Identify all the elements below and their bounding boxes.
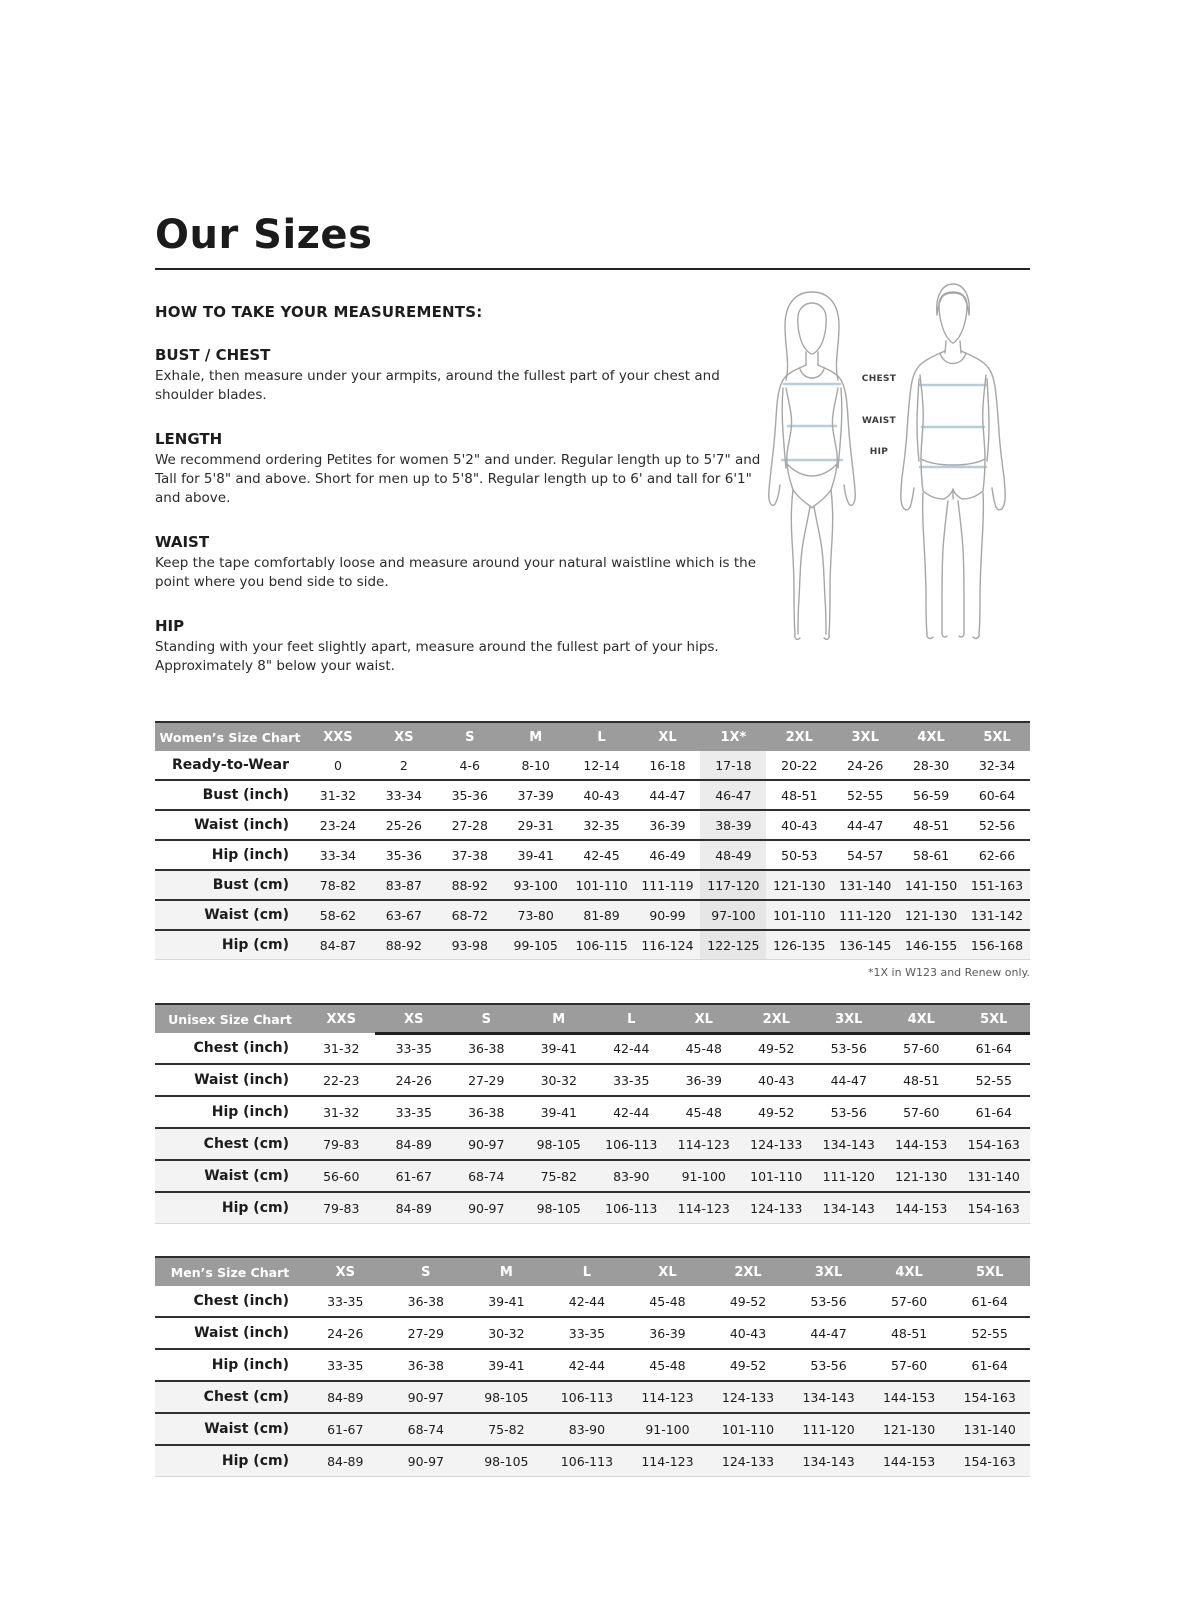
unisex-header-underline	[375, 1032, 1030, 1035]
column-header: 3XL	[788, 1257, 869, 1286]
size-cell: 40-43	[766, 810, 832, 840]
table-row	[155, 840, 1030, 870]
size-cell: 57-60	[869, 1349, 950, 1381]
size-cell: 106-113	[547, 1381, 628, 1413]
size-cell: 40-43	[708, 1317, 789, 1349]
row-label: Waist (cm)	[155, 1413, 305, 1445]
section-body: Exhale, then measure under your armpits, around the fullest part of your chest and shoulder blades.	[155, 368, 720, 403]
size-cell: 52-55	[832, 780, 898, 810]
size-cell: 98-105	[466, 1381, 547, 1413]
size-cell: 24-26	[305, 1317, 386, 1349]
column-header: 1X*	[700, 722, 766, 751]
size-cell: 154-163	[949, 1381, 1030, 1413]
table-row	[155, 1349, 1030, 1381]
title-divider	[155, 268, 1030, 270]
size-cell: 98-105	[466, 1445, 547, 1477]
mens-size-chart	[155, 1256, 1030, 1477]
size-cell: 8-10	[521, 757, 550, 773]
size-cell: 90-99	[635, 900, 701, 930]
size-cell: 97-100	[700, 900, 766, 930]
how-to-heading: HOW TO TAKE YOUR MEASUREMENTS:	[155, 303, 483, 321]
hip-label: HIP	[869, 447, 889, 457]
size-cell: 84-89	[378, 1128, 451, 1160]
size-cell: 63-67	[371, 900, 437, 930]
size-cell: 99-105	[503, 930, 569, 960]
size-cell: 61-64	[975, 1040, 1012, 1056]
table-row	[155, 1160, 1030, 1192]
table-title: Men’s Size Chart	[155, 1257, 305, 1286]
size-cell: 53-56	[788, 1349, 869, 1381]
column-header: XL	[627, 1257, 708, 1286]
row-label: Chest (cm)	[155, 1381, 305, 1413]
section-heading: WAIST	[155, 533, 210, 551]
size-cell: 141-150	[898, 870, 964, 900]
size-cell: 75-82	[466, 1413, 547, 1445]
size-cell: 83-90	[595, 1160, 668, 1192]
size-cell: 88-92	[437, 870, 503, 900]
section-body: Keep the tape comfortably loose and measure around your natural waistline which is the point where you bend side to side.	[155, 555, 756, 590]
size-cell: 106-115	[569, 930, 635, 960]
section-heading: HIP	[155, 617, 185, 635]
size-cell: 52-55	[949, 1317, 1030, 1349]
size-cell: 33-34	[305, 840, 371, 870]
size-cell: 88-92	[371, 930, 437, 960]
row-label: Ready-to-Wear	[172, 757, 289, 773]
unisex-size-chart	[155, 1003, 1030, 1224]
size-cell: 2	[399, 757, 408, 773]
table-row	[155, 1064, 1030, 1096]
size-cell: 31-32	[305, 1096, 378, 1128]
row-label: Waist (inch)	[155, 810, 305, 840]
size-cell: 30-32	[523, 1064, 596, 1096]
size-cell: 44-47	[635, 780, 701, 810]
size-cell: 33-35	[547, 1317, 628, 1349]
size-cell: 68-74	[386, 1413, 467, 1445]
row-label: Hip (cm)	[155, 930, 305, 960]
size-cell: 91-100	[668, 1160, 741, 1192]
womens-chart-footnote: *1X in W123 and Renew only.	[868, 966, 1030, 979]
size-cell: 49-52	[729, 1293, 767, 1309]
size-cell: 44-47	[788, 1317, 869, 1349]
size-cell: 134-143	[813, 1192, 886, 1224]
size-cell: 36-38	[450, 1096, 523, 1128]
size-cell: 154-163	[958, 1128, 1031, 1160]
row-label: Hip (inch)	[155, 840, 305, 870]
row-label: Hip (inch)	[155, 1096, 305, 1128]
size-cell: 30-32	[466, 1317, 547, 1349]
table-row	[155, 1192, 1030, 1224]
size-cell: 49-52	[758, 1040, 795, 1056]
page-content	[155, 0, 1030, 1477]
size-cell: 48-51	[898, 810, 964, 840]
size-cell: 56-59	[898, 780, 964, 810]
size-cell: 83-90	[547, 1413, 628, 1445]
size-cell: 61-67	[378, 1160, 451, 1192]
column-header: 2XL	[708, 1257, 789, 1286]
size-cell: 58-62	[305, 900, 371, 930]
size-cell: 101-110	[569, 870, 635, 900]
size-cell: 98-105	[523, 1192, 596, 1224]
size-cell: 29-31	[503, 810, 569, 840]
table-row	[155, 930, 1030, 960]
size-cell: 78-82	[305, 870, 371, 900]
table-row	[155, 1445, 1030, 1477]
size-cell: 35-36	[437, 780, 503, 810]
size-cell: 84-89	[305, 1381, 386, 1413]
section-heading: BUST / CHEST	[155, 346, 271, 364]
section-waist	[155, 533, 780, 592]
size-cell: 24-26	[847, 757, 884, 773]
size-cell: 154-163	[958, 1192, 1031, 1224]
table-row	[155, 1317, 1030, 1349]
size-cell: 126-135	[766, 930, 832, 960]
size-cell: 156-168	[964, 930, 1030, 960]
size-cell: 42-44	[595, 1096, 668, 1128]
size-cell: 90-97	[450, 1192, 523, 1224]
size-cell: 50-53	[766, 840, 832, 870]
size-cell: 121-130	[766, 870, 832, 900]
size-cell: 131-140	[958, 1160, 1031, 1192]
size-cell: 136-145	[832, 930, 898, 960]
size-cell: 60-64	[964, 780, 1030, 810]
size-cell: 144-153	[869, 1445, 950, 1477]
size-cell: 40-43	[740, 1064, 813, 1096]
size-cell: 57-60	[890, 1293, 928, 1309]
size-cell: 144-153	[885, 1192, 958, 1224]
column-header: S	[437, 722, 503, 751]
size-cell: 61-64	[958, 1096, 1031, 1128]
size-cell: 33-35	[595, 1064, 668, 1096]
table-title: Women’s Size Chart	[155, 722, 305, 751]
row-label: Hip (cm)	[155, 1445, 305, 1477]
table-row	[155, 751, 1030, 780]
size-cell: 61-64	[949, 1349, 1030, 1381]
size-cell: 39-41	[466, 1349, 547, 1381]
size-cell: 39-41	[540, 1040, 577, 1056]
size-cell: 42-44	[613, 1040, 650, 1056]
size-cell: 106-113	[547, 1445, 628, 1477]
row-label: Chest (cm)	[155, 1128, 305, 1160]
size-cell: 111-120	[788, 1413, 869, 1445]
column-header: 5XL	[949, 1257, 1030, 1286]
size-cell: 146-155	[898, 930, 964, 960]
size-cell: 116-124	[635, 930, 701, 960]
size-cell: 68-72	[437, 900, 503, 930]
size-cell: 93-100	[503, 870, 569, 900]
size-cell: 25-26	[371, 810, 437, 840]
size-cell: 36-39	[635, 810, 701, 840]
size-cell: 111-120	[832, 900, 898, 930]
size-cell: 36-39	[627, 1317, 708, 1349]
mens-size-chart-table	[155, 1256, 1030, 1477]
column-header: 3XL	[813, 1004, 886, 1033]
size-cell: 144-153	[869, 1381, 950, 1413]
size-cell: 90-97	[450, 1128, 523, 1160]
size-cell: 27-29	[386, 1317, 467, 1349]
size-cell: 124-133	[740, 1128, 813, 1160]
column-header: 3XL	[832, 722, 898, 751]
chest-label: CHEST	[861, 374, 897, 384]
size-cell: 81-89	[569, 900, 635, 930]
column-header: 2XL	[766, 722, 832, 751]
size-cell: 31-32	[305, 780, 371, 810]
size-cell: 84-87	[305, 930, 371, 960]
size-cell: 33-35	[327, 1293, 364, 1309]
page-title: Our Sizes	[155, 212, 373, 258]
size-cell: 46-49	[635, 840, 701, 870]
size-cell: 124-133	[740, 1192, 813, 1224]
size-cell: 101-110	[740, 1160, 813, 1192]
column-header: M	[523, 1004, 596, 1033]
column-header: XS	[305, 1257, 386, 1286]
size-cell: 20-22	[781, 757, 818, 773]
size-cell: 61-67	[305, 1413, 386, 1445]
size-cell: 121-130	[885, 1160, 958, 1192]
woman-figure-illustration	[752, 288, 872, 644]
column-header: XL	[668, 1004, 741, 1033]
womens-size-chart	[155, 721, 1030, 979]
table-row	[155, 810, 1030, 840]
size-cell: 90-97	[386, 1381, 467, 1413]
row-label: Waist (inch)	[155, 1317, 305, 1349]
column-header: 4XL	[885, 1004, 958, 1033]
size-cell: 90-97	[386, 1445, 467, 1477]
size-cell: 75-82	[523, 1160, 596, 1192]
column-header: S	[386, 1257, 467, 1286]
size-cell: 27-29	[450, 1064, 523, 1096]
size-cell: 114-123	[627, 1445, 708, 1477]
size-cell: 42-44	[568, 1293, 606, 1309]
size-cell: 54-57	[832, 840, 898, 870]
size-cell: 134-143	[788, 1381, 869, 1413]
size-cell: 144-153	[885, 1128, 958, 1160]
row-label: Hip (inch)	[155, 1349, 305, 1381]
size-cell: 57-60	[885, 1096, 958, 1128]
size-cell: 154-163	[949, 1445, 1030, 1477]
row-label: Chest (inch)	[193, 1040, 289, 1056]
size-cell: 151-163	[964, 870, 1030, 900]
size-cell: 23-24	[305, 810, 371, 840]
size-cell: 131-140	[832, 870, 898, 900]
size-cell: 134-143	[813, 1128, 886, 1160]
size-cell: 24-26	[378, 1064, 451, 1096]
table-row	[155, 1381, 1030, 1413]
size-cell: 45-48	[627, 1349, 708, 1381]
size-cell: 39-41	[503, 840, 569, 870]
size-cell: 114-123	[627, 1381, 708, 1413]
table-row	[155, 1413, 1030, 1445]
size-cell: 45-48	[668, 1096, 741, 1128]
section-bust-chest	[155, 346, 780, 405]
size-cell: 134-143	[788, 1445, 869, 1477]
table-title: Unisex Size Chart	[155, 1004, 305, 1033]
size-cell: 36-38	[386, 1349, 467, 1381]
size-cell: 101-110	[766, 900, 832, 930]
size-cell: 17-18	[700, 751, 766, 780]
size-cell: 37-39	[503, 780, 569, 810]
section-heading: LENGTH	[155, 430, 223, 448]
size-cell: 53-56	[810, 1293, 847, 1309]
column-header: 4XL	[898, 722, 964, 751]
size-cell: 45-48	[685, 1040, 722, 1056]
table-row	[155, 1033, 1030, 1064]
size-cell: 46-47	[700, 780, 766, 810]
size-cell: 57-60	[903, 1040, 940, 1056]
table-row	[155, 780, 1030, 810]
size-cell: 33-34	[371, 780, 437, 810]
size-cell: 114-123	[668, 1128, 741, 1160]
column-header: M	[466, 1257, 547, 1286]
size-cell: 0	[333, 757, 342, 773]
size-cell: 45-48	[649, 1293, 686, 1309]
size-cell: 33-35	[305, 1349, 386, 1381]
size-cell: 58-61	[898, 840, 964, 870]
section-body: Standing with your feet slightly apart, measure around the fullest part of your hips. Approximately 8" below your waist.	[155, 639, 719, 674]
column-header: 5XL	[964, 722, 1030, 751]
column-header: L	[595, 1004, 668, 1033]
column-header: 2XL	[740, 1004, 813, 1033]
man-figure-illustration	[886, 281, 1021, 643]
row-label: Chest (inch)	[193, 1293, 289, 1309]
row-label: Waist (inch)	[155, 1064, 305, 1096]
size-cell: 124-133	[708, 1381, 789, 1413]
size-cell: 101-110	[708, 1413, 789, 1445]
column-header: XXS	[305, 1004, 378, 1033]
row-label: Hip (cm)	[155, 1192, 305, 1224]
column-header: M	[503, 722, 569, 751]
size-cell: 121-130	[898, 900, 964, 930]
size-cell: 114-123	[668, 1192, 741, 1224]
size-cell: 39-41	[523, 1096, 596, 1128]
column-header: S	[450, 1004, 523, 1033]
size-cell: 83-87	[371, 870, 437, 900]
size-cell: 36-38	[407, 1293, 444, 1309]
size-cell: 61-64	[971, 1293, 1008, 1309]
size-cell: 36-39	[668, 1064, 741, 1096]
column-header: L	[569, 722, 635, 751]
size-cell: 49-52	[740, 1096, 813, 1128]
column-header: XS	[371, 722, 437, 751]
row-label: Waist (cm)	[155, 900, 305, 930]
table-row	[155, 1128, 1030, 1160]
row-label: Waist (cm)	[155, 1160, 305, 1192]
size-cell: 53-56	[813, 1096, 886, 1128]
size-cell: 124-133	[708, 1445, 789, 1477]
womens-size-chart-table	[155, 721, 1030, 960]
size-cell: 4-6	[459, 757, 480, 773]
size-cell: 131-142	[964, 900, 1030, 930]
size-cell: 52-55	[958, 1064, 1031, 1096]
table-row	[155, 1096, 1030, 1128]
column-header: XXS	[305, 722, 371, 751]
size-cell: 79-83	[305, 1192, 378, 1224]
size-cell: 91-100	[627, 1413, 708, 1445]
column-header: 5XL	[958, 1004, 1031, 1033]
size-cell: 42-44	[547, 1349, 628, 1381]
size-cell: 33-35	[395, 1040, 432, 1056]
section-body: We recommend ordering Petites for women 5'2" and under. Regular length up to 5'7" and Tall for 5'8" and above. Short for men up to 5'8". Regular length up to 6' and tall for 6'1" and above.	[155, 452, 761, 506]
table-row	[155, 870, 1030, 900]
column-header: 4XL	[869, 1257, 950, 1286]
size-cell: 32-34	[978, 757, 1016, 773]
size-cell: 56-60	[305, 1160, 378, 1192]
size-cell: 22-23	[305, 1064, 378, 1096]
size-cell: 36-38	[468, 1040, 505, 1056]
column-header: XL	[635, 722, 701, 751]
size-cell: 117-120	[700, 870, 766, 900]
size-cell: 48-49	[700, 840, 766, 870]
size-cell: 40-43	[569, 780, 635, 810]
size-cell: 38-39	[700, 810, 766, 840]
size-cell: 68-74	[450, 1160, 523, 1192]
size-cell: 48-51	[766, 780, 832, 810]
size-cell: 31-32	[323, 1040, 360, 1056]
size-cell: 106-113	[595, 1128, 668, 1160]
unisex-size-chart-table	[155, 1003, 1030, 1224]
size-cell: 49-52	[708, 1349, 789, 1381]
size-cell: 44-47	[832, 810, 898, 840]
size-cell: 53-56	[830, 1040, 867, 1056]
section-length	[155, 430, 780, 508]
size-cell: 39-41	[488, 1293, 525, 1309]
size-cell: 44-47	[813, 1064, 886, 1096]
size-cell: 111-119	[635, 870, 701, 900]
size-cell: 106-113	[595, 1192, 668, 1224]
column-header: L	[547, 1257, 628, 1286]
size-cell: 27-28	[437, 810, 503, 840]
table-row	[155, 1286, 1030, 1317]
size-cell: 12-14	[583, 757, 620, 773]
size-cell: 79-83	[305, 1128, 378, 1160]
size-cell: 28-30	[912, 757, 950, 773]
size-cell: 33-35	[378, 1096, 451, 1128]
size-cell: 121-130	[869, 1413, 950, 1445]
size-cell: 52-56	[964, 810, 1030, 840]
size-cell: 122-125	[700, 930, 766, 960]
measurement-figures	[740, 280, 1040, 648]
table-row	[155, 900, 1030, 930]
size-cell: 48-51	[869, 1317, 950, 1349]
size-cell: 37-38	[437, 840, 503, 870]
row-label: Bust (inch)	[155, 780, 305, 810]
size-cell: 84-89	[378, 1192, 451, 1224]
size-cell: 98-105	[523, 1128, 596, 1160]
column-header: XS	[378, 1004, 451, 1033]
row-label: Bust (cm)	[155, 870, 305, 900]
size-cell: 35-36	[371, 840, 437, 870]
size-cell: 16-18	[649, 757, 686, 773]
size-cell: 84-89	[305, 1445, 386, 1477]
waist-label: WAIST	[862, 416, 896, 426]
size-cell: 131-140	[949, 1413, 1030, 1445]
section-hip	[155, 617, 780, 676]
size-cell: 93-98	[437, 930, 503, 960]
size-cell: 111-120	[813, 1160, 886, 1192]
size-cell: 48-51	[885, 1064, 958, 1096]
size-cell: 62-66	[964, 840, 1030, 870]
size-cell: 32-35	[569, 810, 635, 840]
size-cell: 42-45	[569, 840, 635, 870]
size-cell: 73-80	[503, 900, 569, 930]
